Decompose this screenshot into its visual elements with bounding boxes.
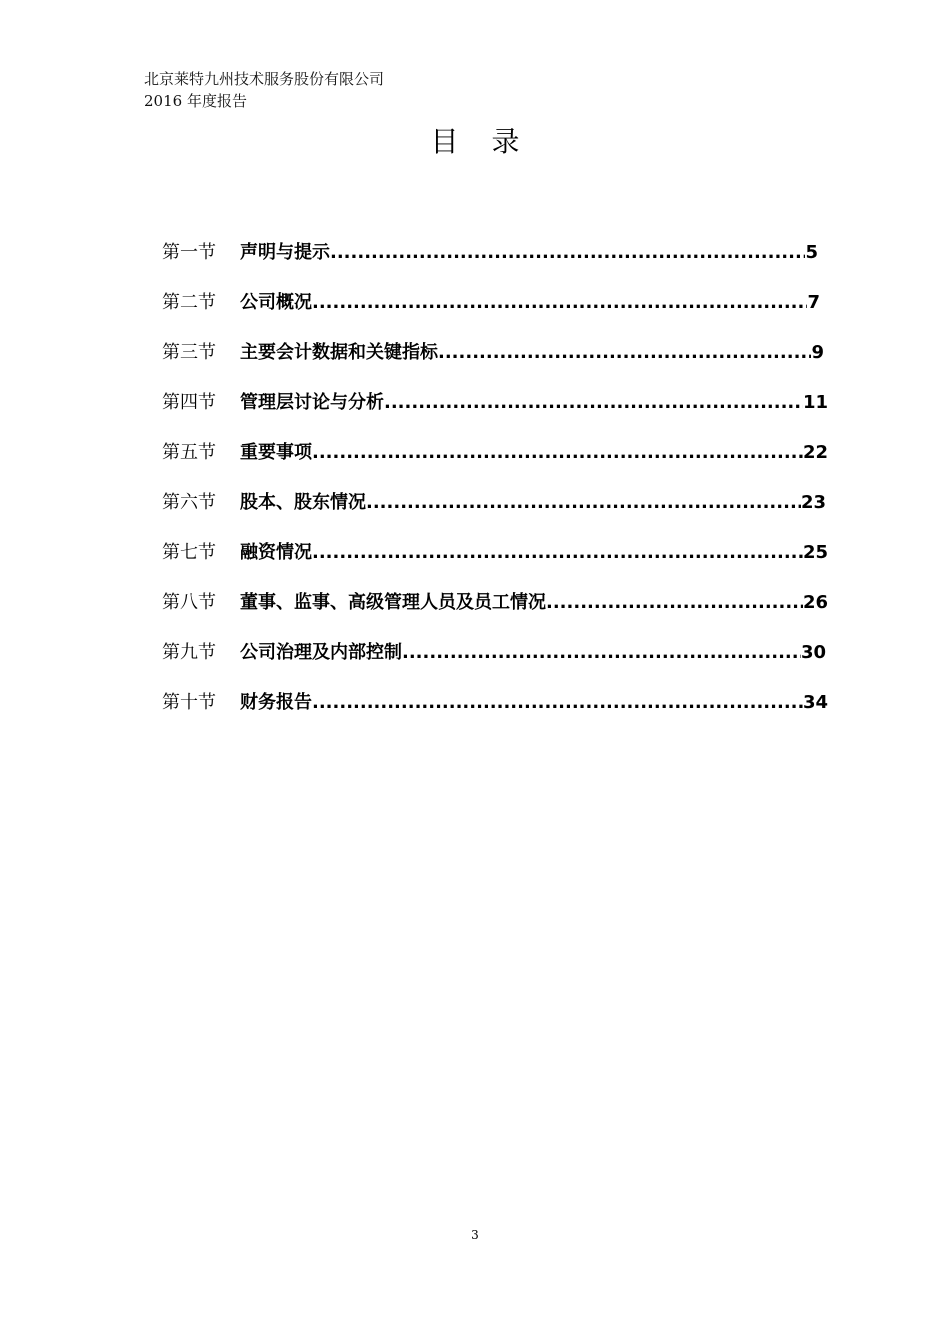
toc-leader-dots (546, 592, 803, 613)
toc-page-number: 9 (811, 342, 824, 363)
toc-page-number: 22 (802, 442, 828, 463)
page-number: 3 (471, 1228, 479, 1242)
toc-entry-text (240, 588, 828, 614)
toc-entry-4[interactable] (162, 376, 828, 426)
toc-entry-text (240, 538, 828, 564)
toc-page-number: 23 (800, 492, 826, 513)
toc-label: 重要事项 (240, 442, 312, 463)
toc-label: 公司治理及内部控制 (240, 642, 402, 663)
toc-leader-dots (312, 442, 803, 463)
toc-entry-9[interactable] (162, 626, 826, 676)
toc-entry-6[interactable] (162, 476, 826, 526)
toc-label: 财务报告 (240, 692, 312, 713)
toc-leader-dots (312, 292, 807, 313)
toc-entry-5[interactable] (162, 426, 828, 476)
toc-section-number: 第八节 (162, 592, 216, 613)
toc-entry-2[interactable] (162, 276, 820, 326)
toc-entry-10[interactable] (162, 676, 828, 726)
toc-label: 融资情况 (240, 542, 312, 563)
company-name: 北京莱特九州技术服务股份有限公司 (144, 70, 385, 88)
toc-section-number: 第七节 (162, 542, 216, 563)
toc-leader-dots (312, 692, 803, 713)
toc-section-number: 第十节 (162, 692, 216, 713)
toc-label: 董事、监事、高级管理人员及员工情况 (240, 592, 546, 613)
toc-leader-dots (438, 342, 811, 363)
toc-entry-text (240, 238, 818, 264)
toc-entry-8[interactable] (162, 576, 828, 626)
toc-label: 公司概况 (240, 292, 312, 313)
toc-label: 声明与提示 (240, 242, 330, 263)
toc-section-number: 第九节 (162, 642, 216, 663)
toc-leader-dots (366, 492, 801, 513)
toc-page-number: 11 (802, 392, 828, 413)
toc-entry-text (240, 688, 828, 714)
toc-leader-dots (402, 642, 801, 663)
page-title: 目 录 (430, 125, 532, 158)
toc-leader-dots (312, 542, 803, 563)
toc-section-number: 第五节 (162, 442, 216, 463)
toc-leader-dots (384, 392, 803, 413)
toc-entry-text (240, 488, 826, 514)
toc-label: 股本、股东情况 (240, 492, 366, 513)
toc-entry-text (240, 388, 828, 414)
toc-section-number: 第三节 (162, 342, 216, 363)
toc-section-number: 第一节 (162, 242, 216, 263)
toc-page-number: 30 (800, 642, 826, 663)
toc-entry-3[interactable] (162, 326, 824, 376)
toc-entry-text (240, 288, 820, 314)
toc-entry-text (240, 338, 824, 364)
toc-entry-text (240, 438, 828, 464)
toc-entry-1[interactable] (162, 226, 818, 276)
toc-label: 主要会计数据和关键指标 (240, 342, 438, 363)
toc-entry-7[interactable] (162, 526, 828, 576)
toc-section-number: 第二节 (162, 292, 216, 313)
toc-page-number: 25 (802, 542, 828, 563)
toc-page-number: 5 (805, 242, 818, 263)
toc-section-number: 第四节 (162, 392, 216, 413)
toc-section-number: 第六节 (162, 492, 216, 513)
toc-entry-text (240, 638, 826, 664)
toc-label: 管理层讨论与分析 (240, 392, 384, 413)
report-name: 2016 年度报告 (144, 92, 247, 110)
toc-page-number: 26 (802, 592, 828, 613)
document-header (144, 68, 384, 112)
table-of-contents (162, 226, 828, 726)
toc-page-number: 7 (807, 292, 820, 313)
toc-page-number: 34 (802, 692, 828, 713)
toc-leader-dots (330, 242, 805, 263)
